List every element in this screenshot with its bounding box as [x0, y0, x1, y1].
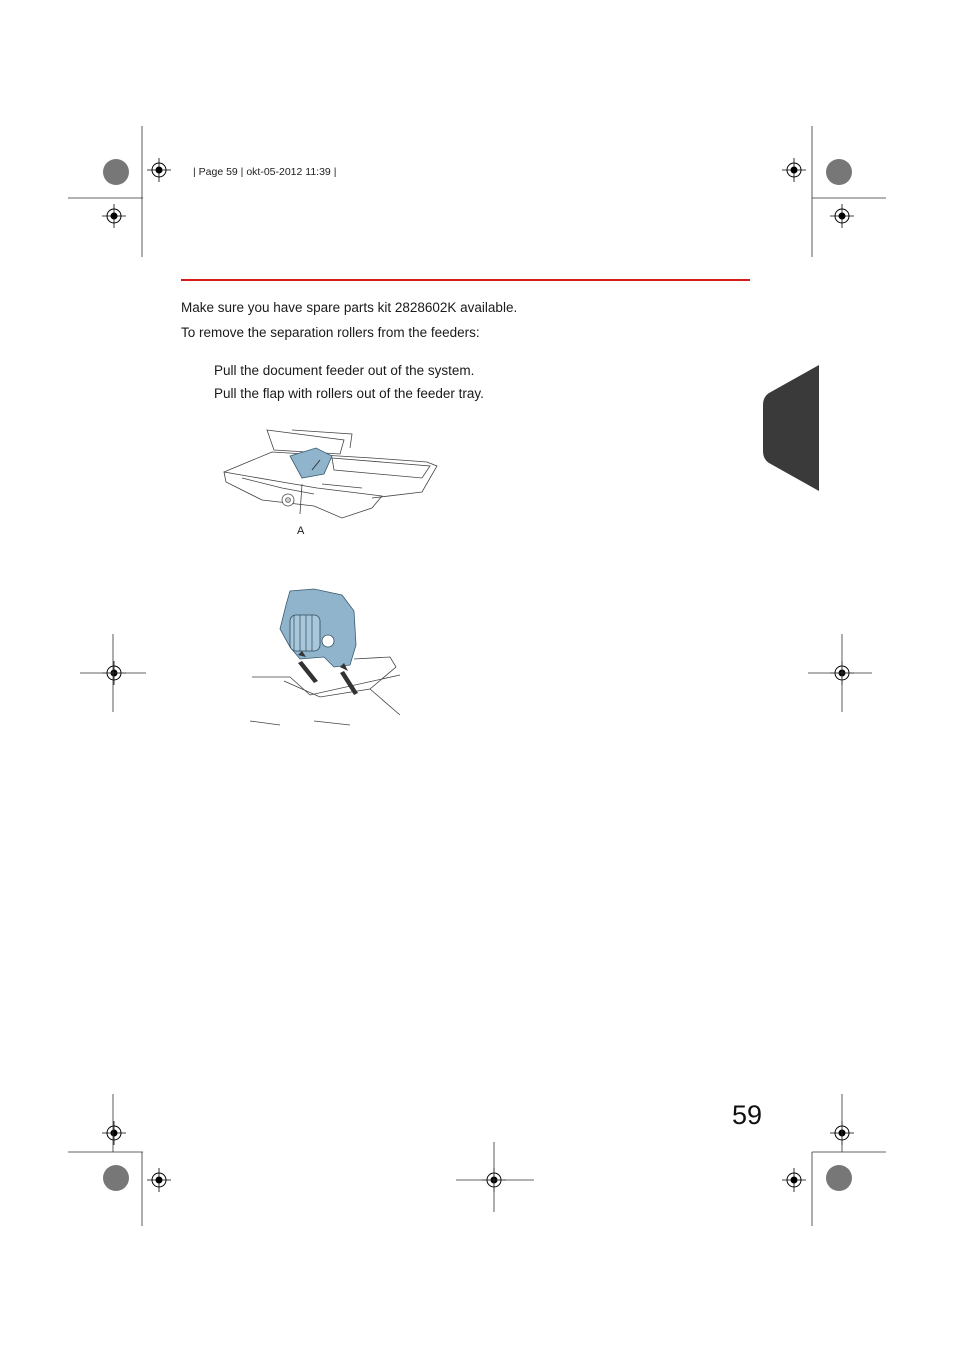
step-text: Pull the document feeder out of the system.: [214, 363, 475, 378]
feeder-illustration: [222, 422, 444, 522]
intro-text: To remove the separation rollers from the feeders:: [181, 325, 480, 340]
intro-text: Make sure you have spare parts kit 2828602K available.: [181, 300, 518, 315]
callout-label: A: [297, 525, 305, 537]
print-slug: | Page 59 | okt-05-2012 11:39 |: [193, 166, 337, 178]
step-text: Pull the flap with rollers out of the feeder tray.: [214, 386, 484, 401]
chapter-tab: [763, 365, 819, 491]
roller-flap-illustration: [250, 585, 406, 727]
section-rule: [181, 279, 750, 281]
page-number: 59: [732, 1100, 763, 1130]
